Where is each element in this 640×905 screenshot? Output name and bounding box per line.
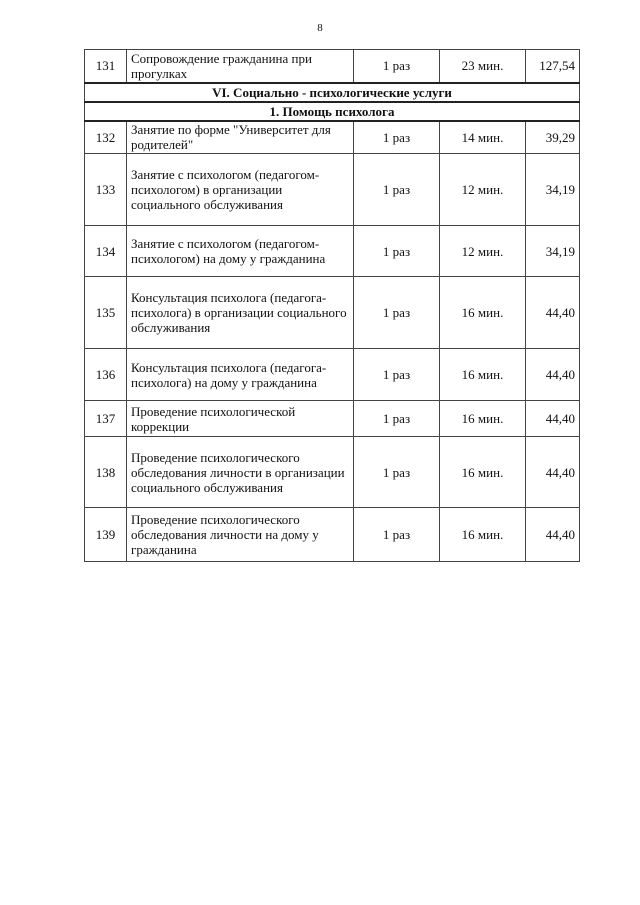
row-number: 131 — [85, 50, 127, 83]
service-frequency: 1 раз — [354, 349, 440, 401]
service-duration: 23 мин. — [440, 50, 526, 83]
table-row — [85, 154, 580, 226]
row-number: 134 — [85, 226, 127, 277]
table-row — [85, 437, 580, 508]
row-number: 137 — [85, 401, 127, 437]
service-name: Сопровождение гражданина при прогулках — [127, 50, 354, 83]
service-name: Консультация психолога (педагога-психолога) на дому у гражданина — [127, 349, 354, 401]
page-number: 8 — [317, 22, 323, 34]
service-duration: 16 мин. — [440, 349, 526, 401]
service-duration: 16 мин. — [440, 508, 526, 562]
table-row — [85, 349, 580, 401]
service-price: 44,40 — [526, 401, 580, 437]
row-number: 139 — [85, 508, 127, 562]
row-number: 132 — [85, 121, 127, 154]
table-row — [85, 121, 580, 154]
subsection-header-row — [85, 102, 580, 121]
service-name: Занятие с психологом (педагогом-психологом) в организации социального обслуживания — [127, 154, 354, 226]
service-price: 44,40 — [526, 508, 580, 562]
service-duration: 16 мин. — [440, 401, 526, 437]
service-frequency: 1 раз — [354, 50, 440, 83]
subsection-title: 1. Помощь психолога — [85, 102, 580, 121]
service-price: 44,40 — [526, 277, 580, 349]
table-row — [85, 226, 580, 277]
service-price: 39,29 — [526, 121, 580, 154]
table-row — [85, 401, 580, 437]
service-frequency: 1 раз — [354, 277, 440, 349]
service-price: 127,54 — [526, 50, 580, 83]
service-price: 44,40 — [526, 437, 580, 508]
service-name: Занятие по форме "Университет для родителей" — [127, 121, 354, 154]
services-table — [84, 49, 580, 562]
section-header-row — [85, 83, 580, 102]
row-number: 135 — [85, 277, 127, 349]
table-row — [85, 277, 580, 349]
table-row — [85, 508, 580, 562]
service-duration: 12 мин. — [440, 154, 526, 226]
row-number: 133 — [85, 154, 127, 226]
service-frequency: 1 раз — [354, 508, 440, 562]
service-name: Занятие с психологом (педагогом-психологом) на дому у гражданина — [127, 226, 354, 277]
service-price: 34,19 — [526, 226, 580, 277]
service-frequency: 1 раз — [354, 437, 440, 508]
service-duration: 16 мин. — [440, 277, 526, 349]
service-frequency: 1 раз — [354, 154, 440, 226]
service-frequency: 1 раз — [354, 226, 440, 277]
service-name: Проведение психологического обследования личности на дому у гражданина — [127, 508, 354, 562]
service-price: 34,19 — [526, 154, 580, 226]
service-duration: 14 мин. — [440, 121, 526, 154]
table-row — [85, 50, 580, 83]
section-title: VI. Социально - психологические услуги — [85, 83, 580, 102]
service-name: Консультация психолога (педагога-психолога) в организации социального обслуживания — [127, 277, 354, 349]
service-name: Проведение психологической коррекции — [127, 401, 354, 437]
row-number: 138 — [85, 437, 127, 508]
row-number: 136 — [85, 349, 127, 401]
service-frequency: 1 раз — [354, 121, 440, 154]
service-price: 44,40 — [526, 349, 580, 401]
service-name: Проведение психологического обследования личности в организации социального обслуживания — [127, 437, 354, 508]
service-duration: 12 мин. — [440, 226, 526, 277]
service-frequency: 1 раз — [354, 401, 440, 437]
service-duration: 16 мин. — [440, 437, 526, 508]
